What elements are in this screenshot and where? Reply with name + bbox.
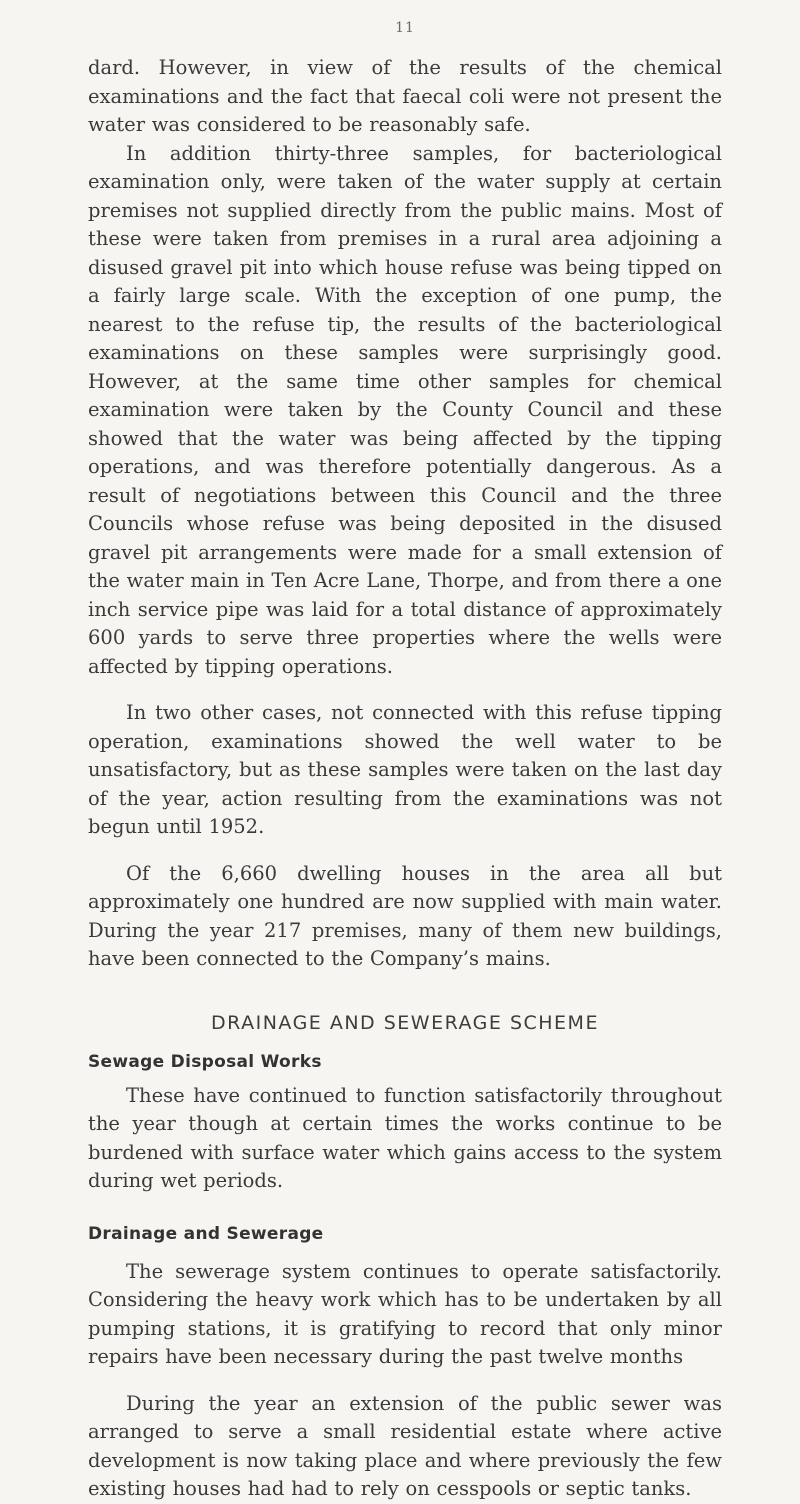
paragraph-continuation: dard. However, in view of the results of the chemical examinations and the fact that faecal coli were not present the water was considered to be reasonably safe. [88, 56, 722, 136]
paragraph-sewerage-system: The sewerage system continues to operate satisfactorily. Considering the heavy work which has to be undertaken by all pumping stations, it is gratifying to record that only minor repairs have been necessary during the past twelve months [88, 1259, 722, 1368]
subheading-sewage-disposal: Sewage Disposal Works [88, 1051, 322, 1072]
paragraph-dwelling-houses: Of the 6,660 dwelling houses in the area all but approximately one hundred are now supplied with main water. During the year 217 premises, many of them new buildings, have been connected to the Company’s mains. [88, 861, 722, 970]
page-number: 11 [395, 20, 415, 36]
paragraph-sewage-disposal: These have continued to function satisfactorily throughout the year though at certain times the works continue to be burdened with surface water which gains access to the system during wet periods. [88, 1083, 722, 1192]
paragraph-other-cases: In two other cases, not connected with this refuse tipping operation, examinations showed the well water to be unsatisfactory, but as these samples were taken on the last day of the year, action resulting from the examinations was not begun until 1952. [88, 701, 722, 838]
subheading-drainage-sewerage: Drainage and Sewerage [88, 1223, 324, 1244]
paragraph-samples: In addition thirty-three samples, for bacteriological examination only, were taken of the water supply at certain premises not supplied directly from the public mains. Most of these were taken from premises in a rural area adjoining a disused gravel pit into which house refuse was being tipped on a fairly large scale. With the exception of one pump, the nearest to the refuse tip, the results of the bacteriological examinations on these samples were surprisingly good. However, at the same time other samples for chemical examination were taken by the County Council and these showed that the water was being affected by the tipping operations, and was therefore potentially dangerous. As a result of negotiations between this Council and the three Councils whose refuse was being deposited in the disused gravel pit arrangements were made for a small extension of the water main in Ten Acre Lane, Thorpe, and from there a one inch service pipe was laid for a total distance of approximately 600 yards to serve three properties where the wells were affected by tipping operations. [88, 141, 722, 678]
section-heading: DRAINAGE AND SEWERAGE SCHEME [211, 1011, 599, 1034]
paragraph-sewer-extension: During the year an extension of the public sewer was arranged to serve a small residential estate where active development is now taking place and where previously the few existing houses had had to rely on cesspools or septic tanks. [88, 1391, 722, 1500]
